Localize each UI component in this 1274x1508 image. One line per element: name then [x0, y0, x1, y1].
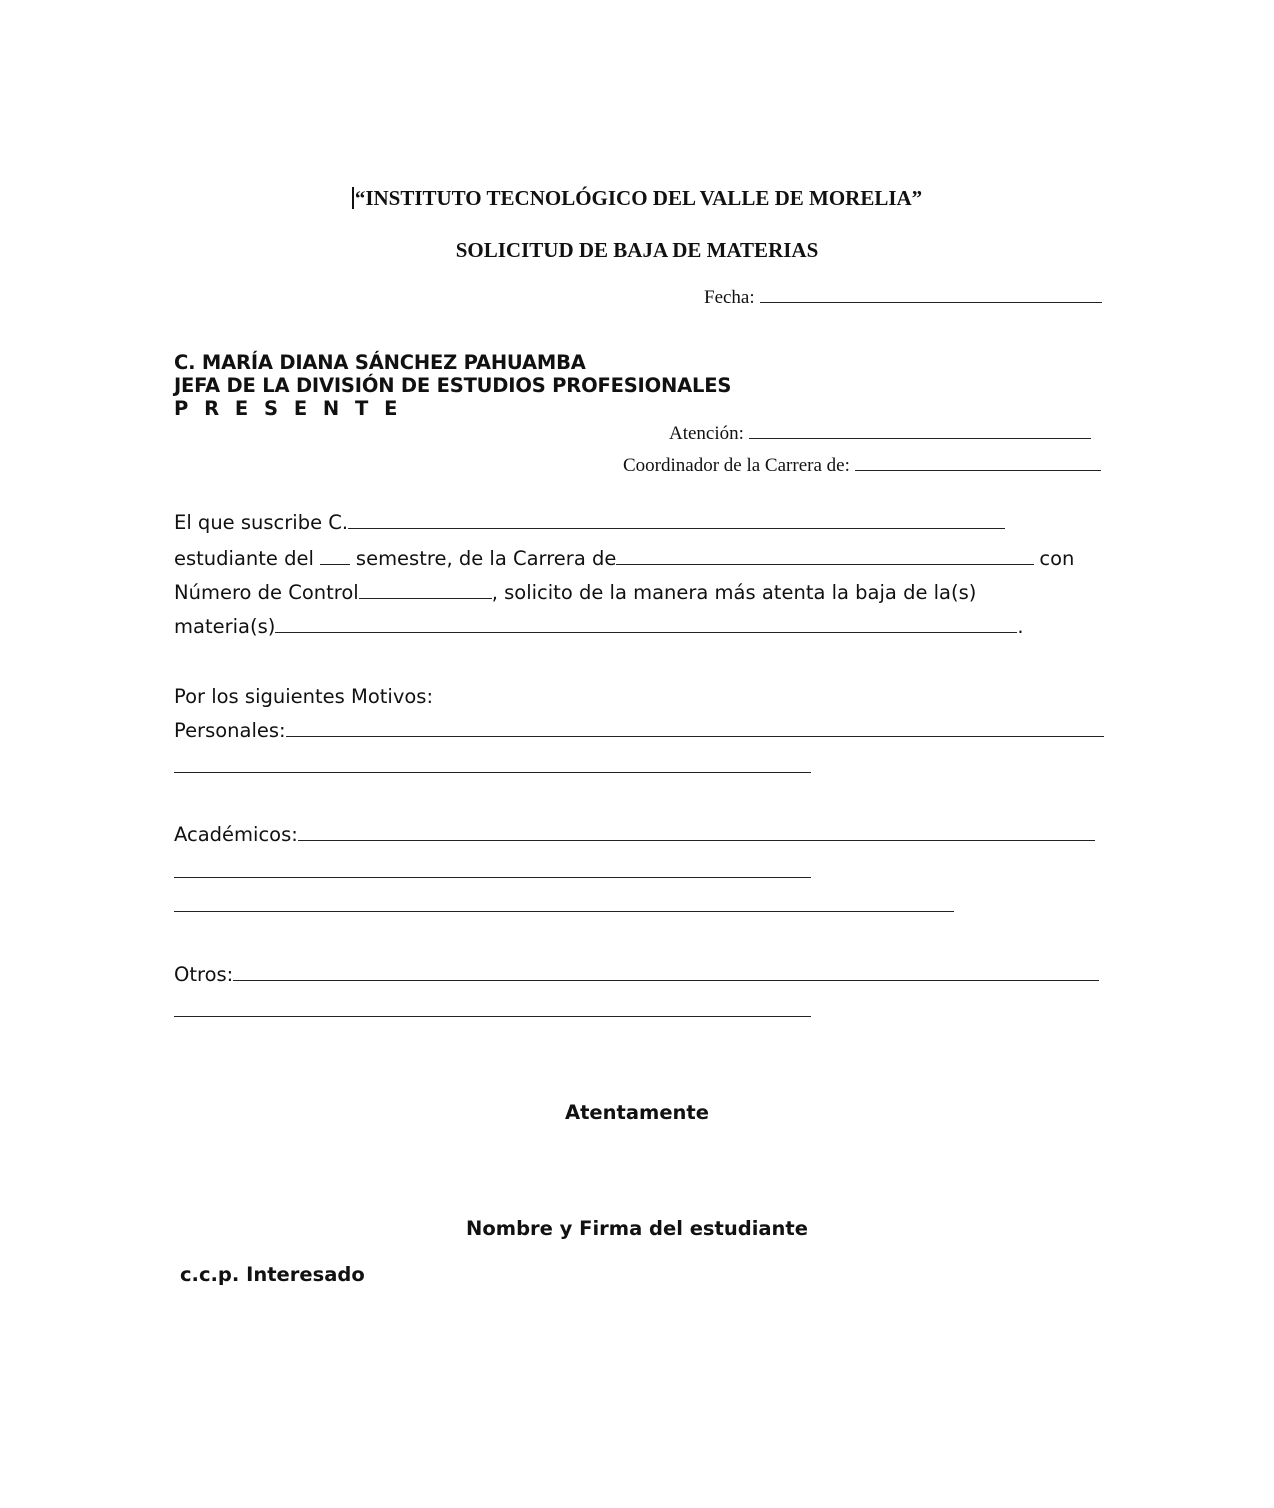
otros-blank[interactable] — [233, 979, 1099, 981]
coordinador-blank[interactable] — [855, 469, 1101, 471]
academicos-row — [174, 823, 1095, 846]
presente-label: P R E S E N T E — [174, 397, 402, 420]
academicos-blank-2[interactable] — [174, 877, 811, 878]
con-label: con — [1039, 547, 1075, 570]
estudiante-del-label: estudiante del — [174, 547, 314, 570]
academicos-blank[interactable] — [298, 839, 1095, 841]
personales-label: Personales: — [174, 719, 286, 742]
semestre-carrera-label: semestre, de la Carrera de — [355, 547, 617, 570]
materias-period: . — [1017, 615, 1024, 638]
suscribe-label: El que suscribe C. — [174, 511, 349, 534]
materias-row — [174, 615, 1024, 638]
otros-blank-2[interactable] — [174, 1016, 811, 1017]
fecha-blank[interactable] — [760, 301, 1102, 303]
fecha-field[interactable] — [704, 287, 1102, 309]
nombre-blank[interactable] — [348, 527, 1005, 529]
personales-blank[interactable] — [286, 735, 1104, 737]
carrera-blank[interactable] — [616, 563, 1034, 565]
institution-name: “INSTITUTO TECNOLÓGICO DEL VALLE DE MORELIA” — [354, 186, 923, 210]
addressee-position: JEFA DE LA DIVISIÓN DE ESTUDIOS PROFESIONALES — [174, 374, 732, 397]
addressee-name: C. MARÍA DIANA SÁNCHEZ PAHUAMBA — [174, 351, 586, 374]
control-row — [174, 581, 976, 604]
text-cursor — [352, 187, 354, 209]
atentamente-label: Atentamente — [565, 1101, 709, 1124]
ccp-label: c.c.p. Interesado — [180, 1263, 365, 1286]
atencion-blank[interactable] — [749, 437, 1091, 439]
atencion-field[interactable] — [669, 423, 1091, 445]
coordinador-label: Coordinador de la Carrera de: — [623, 455, 850, 476]
academicos-blank-3[interactable] — [174, 911, 954, 912]
form-title: SOLICITUD DE BAJA DE MATERIAS — [455, 238, 819, 262]
motivos-heading: Por los siguientes Motivos: — [174, 685, 434, 708]
academicos-label: Académicos: — [174, 823, 298, 846]
otros-label: Otros: — [174, 963, 234, 986]
fecha-label: Fecha: — [704, 287, 755, 308]
semestre-blank[interactable] — [320, 563, 350, 565]
firma-label: Nombre y Firma del estudiante — [466, 1217, 808, 1240]
solicito-text: , solicito de la manera más atenta la baja de la(s) — [491, 581, 977, 604]
personales-blank-2[interactable] — [174, 772, 811, 773]
otros-row — [174, 963, 1099, 986]
addressee-block — [174, 351, 731, 420]
materias-blank[interactable] — [275, 631, 1017, 633]
suscribe-row — [174, 511, 1005, 534]
personales-row — [174, 719, 1104, 742]
atencion-label: Atención: — [669, 423, 744, 444]
numero-control-label: Número de Control — [174, 581, 359, 604]
coordinador-field[interactable] — [623, 455, 1101, 477]
institution-title — [0, 186, 1274, 211]
materias-label: materia(s) — [174, 615, 276, 638]
numero-control-blank[interactable] — [359, 597, 492, 599]
carrera-row — [174, 547, 1074, 570]
